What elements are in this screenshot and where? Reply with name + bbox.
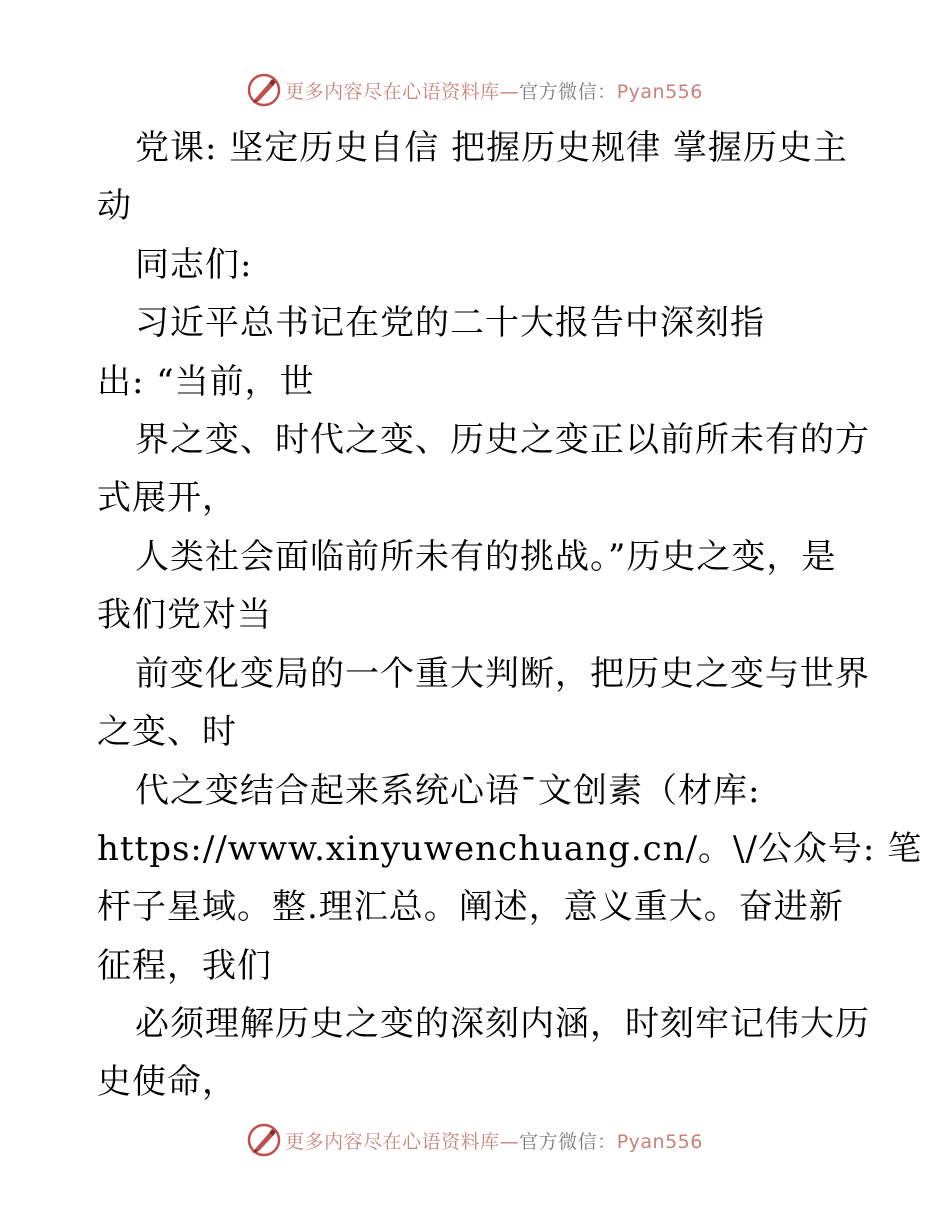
doc-paragraph-line: 习近平总书记在党的二十大报告中深刻指	[135, 303, 765, 343]
header-watermark-banner	[0, 70, 950, 110]
doc-paragraph-line: 征程，我们	[97, 946, 272, 986]
doc-paragraph-line: 人类社会面临前所未有的挑战。”历史之变，是	[135, 537, 837, 577]
doc-paragraph-line: https://www.xinyuwenchuang.cn/。\/公众号: 笔	[97, 829, 923, 869]
doc-paragraph-line: 代之变结合起来系统心语¯文创素（材库:	[135, 771, 761, 811]
watermark-text: 更多内容尽在心语资料库—官方微信：Pyan556	[285, 80, 703, 103]
doc-paragraph-line: 前变化变局的一个重大判断，把历史之变与世界	[135, 654, 870, 694]
doc-paragraph-line: 杆子星域。整.理汇总。阐述，意义重大。奋进新	[97, 887, 844, 927]
doc-salutation: 同志们:	[135, 245, 253, 285]
doc-paragraph-line: 式展开，	[97, 478, 237, 518]
doc-paragraph-line: 之变、时	[97, 712, 237, 752]
doc-paragraph-line: 史使命，	[97, 1062, 237, 1102]
watermark-text: 更多内容尽在心语资料库—官方微信：Pyan556	[285, 1130, 703, 1153]
doc-paragraph-line: 必须理解历史之变的深刻内涵，时刻牢记伟大历	[135, 1004, 870, 1044]
pen-logo-icon	[247, 1123, 281, 1157]
doc-title-line-2: 动	[97, 186, 132, 226]
doc-paragraph-line: 界之变、时代之变、历史之变正以前所未有的方	[135, 420, 870, 460]
doc-title-line-1: 党课: 坚定历史自信 把握历史规律 掌握历史主	[135, 128, 848, 168]
pen-logo-icon	[247, 73, 281, 107]
doc-paragraph-line: 出: “当前，世	[97, 362, 315, 402]
footer-watermark-banner	[0, 1120, 950, 1160]
doc-paragraph-line: 我们党对当	[97, 595, 272, 635]
